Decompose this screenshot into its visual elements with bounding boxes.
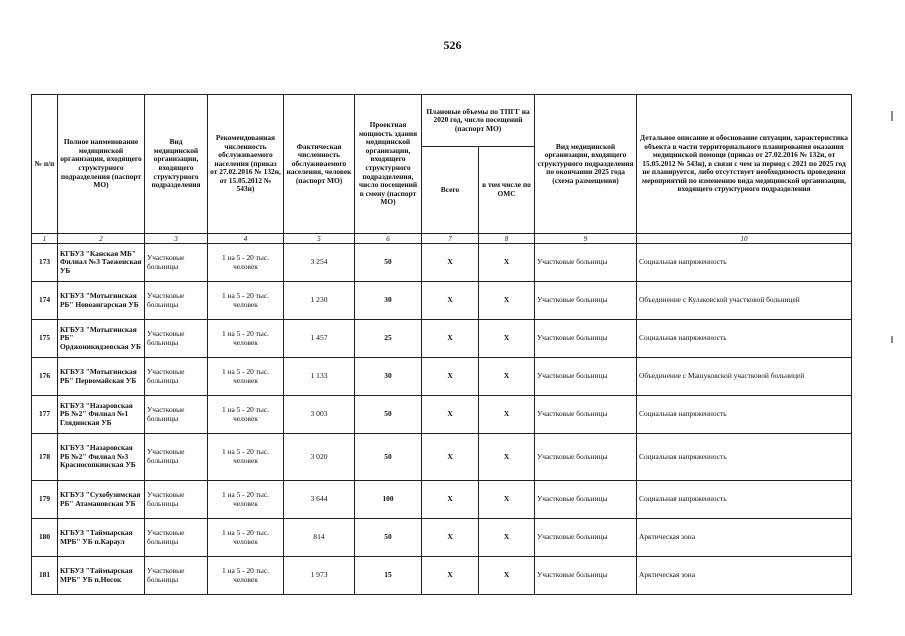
cell-type-2025: Участковые больницы xyxy=(535,481,637,519)
cell-org-name: КГБУЗ "Таймырская МРБ" УБ п.Караул xyxy=(58,519,145,557)
cell-num: 179 xyxy=(32,481,58,519)
cell-actual-population: 3 003 xyxy=(284,396,355,434)
table-row xyxy=(32,557,852,595)
cell-description: Социальная напряженность xyxy=(637,434,852,481)
cell-planned-total: X xyxy=(422,434,479,481)
page-number: 526 xyxy=(443,38,462,52)
cell-recommended-population: 1 на 5 - 20 тыс. человек xyxy=(208,396,284,434)
cell-num: 180 xyxy=(32,519,58,557)
scan-edge-mark xyxy=(891,336,893,343)
cell-num: 175 xyxy=(32,320,58,358)
column-index: 1 xyxy=(32,234,58,244)
cell-description: Социальная напряженность xyxy=(637,481,852,519)
cell-planned-oms: X xyxy=(479,557,535,595)
cell-capacity: 50 xyxy=(355,396,422,434)
cell-description: Социальная напряженность xyxy=(637,320,852,358)
header-description: Детальное описание и обоснование ситуации, характеристика объекта в части территориального планирования оказания медицинской помощи (приказ от 27.02.2016 № 132н, от 15.05.2012 № 543н), в связи с чем за период с 2021 по 2025 год не планируется, либо отсутствует необходимость проведения мероприятий по изменению вида медицинской организации, входящего структурного подразделения xyxy=(637,95,852,234)
cell-num: 176 xyxy=(32,358,58,396)
cell-planned-oms: X xyxy=(479,434,535,481)
cell-planned-oms: X xyxy=(479,282,535,320)
cell-org-name: КГБУЗ "Мотыгинская РБ" Новоангарская УБ xyxy=(58,282,145,320)
cell-planned-total: X xyxy=(422,557,479,595)
cell-planned-oms: X xyxy=(479,519,535,557)
cell-org-type: Участковые больницы xyxy=(145,358,208,396)
cell-recommended-population: 1 на 5 - 20 тыс. человек xyxy=(208,557,284,595)
cell-actual-population: 1 230 xyxy=(284,282,355,320)
cell-capacity: 50 xyxy=(355,434,422,481)
cell-planned-oms: X xyxy=(479,358,535,396)
cell-num: 177 xyxy=(32,396,58,434)
cell-type-2025: Участковые больницы xyxy=(535,320,637,358)
cell-org-name: КГБУЗ "Мотыгинская РБ" Орджоникидзевская УБ xyxy=(58,320,145,358)
cell-org-name: КГБУЗ "Мотыгинская РБ" Первомайская УБ xyxy=(58,358,145,396)
table-row xyxy=(32,481,852,519)
cell-type-2025: Участковые больницы xyxy=(535,434,637,481)
header-recommended-population: Рекомендованная численность обслуживаемого населения (приказ от 27.02.2016 № 132н, от 15.05.2012 № 543н) xyxy=(208,95,284,234)
table-body xyxy=(32,244,852,595)
column-index: 6 xyxy=(355,234,422,244)
cell-description: Арктическая зона xyxy=(637,519,852,557)
cell-num: 178 xyxy=(32,434,58,481)
cell-description: Арктическая зона xyxy=(637,557,852,595)
cell-org-type: Участковые больницы xyxy=(145,244,208,282)
cell-capacity: 25 xyxy=(355,320,422,358)
table-row xyxy=(32,519,852,557)
cell-num: 181 xyxy=(32,557,58,595)
table-row xyxy=(32,396,852,434)
cell-org-type: Участковые больницы xyxy=(145,434,208,481)
column-index: 9 xyxy=(535,234,637,244)
cell-actual-population: 3 644 xyxy=(284,481,355,519)
header-num: № п/п xyxy=(32,95,58,234)
cell-planned-oms: X xyxy=(479,320,535,358)
header-planned-volumes: Плановые объемы по ТПГГ на 2020 год, число посещений (паспорт МО) xyxy=(422,95,535,147)
cell-org-name: КГБУЗ "Назаровская РБ №2" Филиал №1 Глядинская УБ xyxy=(58,396,145,434)
cell-capacity: 30 xyxy=(355,358,422,396)
cell-actual-population: 3 254 xyxy=(284,244,355,282)
cell-org-type: Участковые больницы xyxy=(145,519,208,557)
table-row xyxy=(32,282,852,320)
cell-planned-total: X xyxy=(422,282,479,320)
cell-planned-total: X xyxy=(422,244,479,282)
cell-planned-total: X xyxy=(422,481,479,519)
cell-recommended-population: 1 на 5 - 20 тыс. человек xyxy=(208,434,284,481)
cell-capacity: 50 xyxy=(355,519,422,557)
cell-num: 173 xyxy=(32,244,58,282)
column-index: 4 xyxy=(208,234,284,244)
table-row xyxy=(32,358,852,396)
cell-type-2025: Участковые больницы xyxy=(535,244,637,282)
cell-actual-population: 1 973 xyxy=(284,557,355,595)
cell-org-type: Участковые больницы xyxy=(145,320,208,358)
cell-actual-population: 814 xyxy=(284,519,355,557)
cell-planned-total: X xyxy=(422,320,479,358)
cell-recommended-population: 1 на 5 - 20 тыс. человек xyxy=(208,519,284,557)
cell-type-2025: Участковые больницы xyxy=(535,282,637,320)
cell-org-name: КГБУЗ "Таймырская МРБ" УБ п.Носок xyxy=(58,557,145,595)
cell-org-name: КГБУЗ "Сухобузимская РБ" Атамановская УБ xyxy=(58,481,145,519)
column-index: 7 xyxy=(422,234,479,244)
column-index: 10 xyxy=(637,234,852,244)
cell-recommended-population: 1 на 5 - 20 тыс. человек xyxy=(208,358,284,396)
cell-num: 174 xyxy=(32,282,58,320)
cell-org-type: Участковые больницы xyxy=(145,282,208,320)
cell-recommended-population: 1 на 5 - 20 тыс. человек xyxy=(208,481,284,519)
table-row xyxy=(32,320,852,358)
cell-recommended-population: 1 на 5 - 20 тыс. человек xyxy=(208,282,284,320)
cell-capacity: 100 xyxy=(355,481,422,519)
cell-type-2025: Участковые больницы xyxy=(535,396,637,434)
cell-type-2025: Участковые больницы xyxy=(535,557,637,595)
column-index: 5 xyxy=(284,234,355,244)
table-header xyxy=(32,95,852,244)
hospitals-table xyxy=(31,94,852,595)
cell-recommended-population: 1 на 5 - 20 тыс. человек xyxy=(208,244,284,282)
column-index: 3 xyxy=(145,234,208,244)
header-planned-total: Всего xyxy=(422,147,479,234)
header-org-name: Полное наименование медицинской организации, входящего структурного подразделения (паспорт МО) xyxy=(58,95,145,234)
cell-description: Объединение с Кулаковской участковой больницей xyxy=(637,282,852,320)
cell-description: Социальная напряженность xyxy=(637,244,852,282)
cell-capacity: 50 xyxy=(355,244,422,282)
table-row xyxy=(32,244,852,282)
column-index: 8 xyxy=(479,234,535,244)
cell-capacity: 30 xyxy=(355,282,422,320)
cell-org-type: Участковые больницы xyxy=(145,481,208,519)
column-index-row xyxy=(32,234,852,244)
cell-actual-population: 3 020 xyxy=(284,434,355,481)
header-planned-oms: в том числе по ОМС xyxy=(479,147,535,234)
cell-description: Социальная напряженность xyxy=(637,396,852,434)
cell-planned-oms: X xyxy=(479,481,535,519)
cell-description: Объединение с Машуковской участковой больницей xyxy=(637,358,852,396)
cell-org-name: КГБУЗ "Канская МБ" Филиал №3 Таеженская УБ xyxy=(58,244,145,282)
header-type-2025: Вид медицинской организации, входящего структурного подразделения по окончании 2025 года (схема размещения) xyxy=(535,95,637,234)
cell-planned-total: X xyxy=(422,519,479,557)
cell-org-name: КГБУЗ "Назаровская РБ №2" Филиал №3 Красносопкинская УБ xyxy=(58,434,145,481)
cell-capacity: 15 xyxy=(355,557,422,595)
header-capacity: Проектная мощность здания медицинской организации, входящего структурного подразделения, число посещений в смену (паспорт МО) xyxy=(355,95,422,234)
scan-edge-mark xyxy=(891,111,893,121)
cell-actual-population: 1 133 xyxy=(284,358,355,396)
cell-type-2025: Участковые больницы xyxy=(535,519,637,557)
cell-org-type: Участковые больницы xyxy=(145,557,208,595)
cell-planned-oms: X xyxy=(479,396,535,434)
column-index: 2 xyxy=(58,234,145,244)
cell-type-2025: Участковые больницы xyxy=(535,358,637,396)
cell-planned-total: X xyxy=(422,396,479,434)
cell-org-type: Участковые больницы xyxy=(145,396,208,434)
cell-recommended-population: 1 на 5 - 20 тыс. человек xyxy=(208,320,284,358)
cell-planned-oms: X xyxy=(479,244,535,282)
cell-actual-population: 1 457 xyxy=(284,320,355,358)
header-org-type: Вид медицинской организации, входящего структурного подразделения xyxy=(145,95,208,234)
table-row xyxy=(32,434,852,481)
header-actual-population: Фактическая численность обслуживаемого населения, человек (паспорт МО) xyxy=(284,95,355,234)
cell-planned-total: X xyxy=(422,358,479,396)
